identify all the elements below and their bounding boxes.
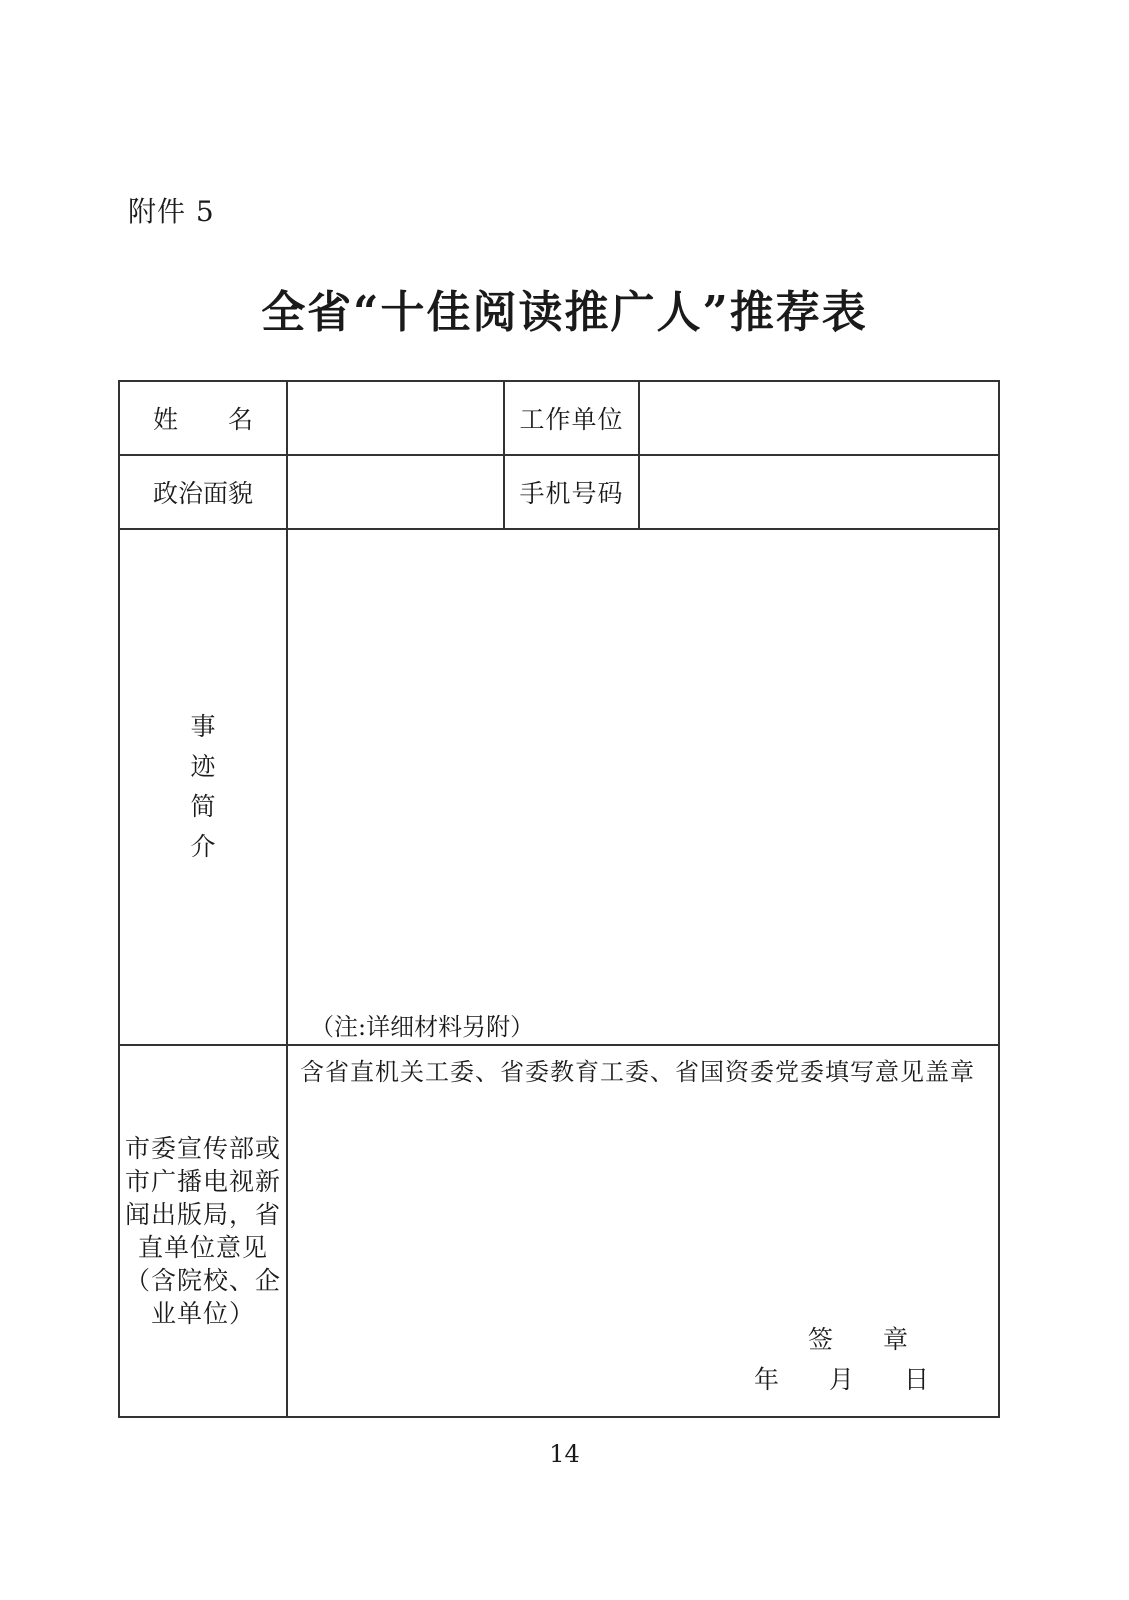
opinion-label: 市委宣传部或市广播电视新闻出版局，省直单位意见（含院校、企业单位）	[119, 1045, 287, 1417]
deeds-field[interactable]	[287, 529, 999, 1045]
political-status-field[interactable]	[287, 455, 504, 529]
deeds-note: （注:详细材料另附）	[310, 1013, 535, 1041]
deeds-label: 事迹简介	[190, 712, 216, 861]
form-row-name	[119, 381, 999, 455]
form-row-political	[119, 455, 999, 529]
form-row-opinion	[119, 1045, 999, 1417]
opinion-instruction: 含省直机关工委、省委教育工委、省国资委党委填写意见盖章	[300, 1058, 975, 1086]
work-unit-label: 工作单位	[504, 381, 639, 455]
page-number: 14	[549, 1440, 580, 1468]
phone-field[interactable]	[639, 455, 999, 529]
name-label: 姓 名	[119, 381, 287, 455]
date-label: 年 月 日	[754, 1365, 930, 1394]
phone-label: 手机号码	[504, 455, 639, 529]
attachment-label: 附件 5	[128, 195, 215, 228]
opinion-field[interactable]	[287, 1045, 999, 1417]
deeds-label-cell	[119, 529, 287, 1045]
work-unit-field[interactable]	[639, 381, 999, 455]
document-title: 全省“十佳阅读推广人”推荐表	[261, 287, 868, 338]
political-status-label: 政治面貌	[119, 455, 287, 529]
sign-label: 签 章	[808, 1325, 909, 1354]
name-field[interactable]	[287, 381, 504, 455]
recommendation-form-table	[118, 380, 1000, 1418]
form-row-deeds	[119, 529, 999, 1045]
